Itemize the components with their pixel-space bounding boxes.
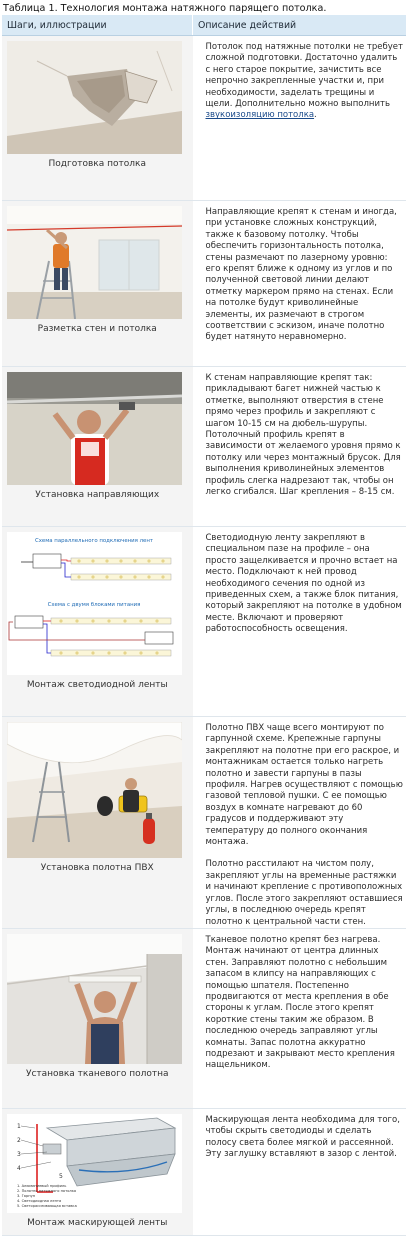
step-text-second: Полотно расстилают на чистом полу, закрепляют углы на временные растяжки и начинают крепление с противоположных углов. После этого закрепляют оставшиеся углы, в последнюю очередь крепят полотно к центральной части стен.	[205, 859, 403, 927]
callout-4: 4	[17, 1164, 21, 1172]
guides-install-image	[7, 372, 188, 485]
step-text: Тканевое полотно крепят без нагрева. Монтаж начинают от центра длинных стен. Заправляют полотно с небольшим запасом в клипсу на направляющих с помощью шпателя. Постепенно продвигаются от места крепления в обе стороны к углам. После этого крепят короткие стены таким же образом. В последнюю очередь заправляют углы комнаты. Запас полотна аккуратно подрезают и закрывают место крепления нащельником.	[205, 934, 395, 1071]
step-label: Монтаж маскирующей ленты	[27, 1217, 168, 1228]
led-wiring-diagram	[7, 532, 188, 675]
step-illustration-cell	[2, 717, 193, 929]
table-row	[2, 527, 406, 717]
masking-tape-diagram	[7, 1114, 188, 1213]
step-text: К стенам направляющие крепят так: прикладывают багет нижней частью к отметке, выполняют отверстия в стене прямо через профиль и закрепляют с шагом 10-15 см на дюбель-шурупы. Потолочный профиль крепят в зависимости от желаемого уровня прямо к потолку или через монтажный брусок. Для выполнения криволинейных элементов профиль слегка надрезают так, чтобы он легко сгибался. Шаг крепления – 8-15 см.	[205, 373, 401, 498]
diagram-title-parallel: Схема параллельного подключения лент	[34, 538, 154, 544]
step-description	[193, 1108, 407, 1235]
step-illustration-cell	[2, 1108, 193, 1235]
step-illustration-cell	[2, 201, 193, 367]
diagram-title-two-supplies: Схема с двумя блоками питания	[47, 602, 141, 608]
step-label: Установка тканевого полотна	[25, 1068, 169, 1079]
table-row	[2, 1108, 406, 1235]
table-header-row	[2, 15, 406, 36]
table-row	[2, 717, 406, 929]
step-illustration-cell	[2, 928, 193, 1108]
step-illustration-cell	[2, 36, 193, 201]
soundproofing-link[interactable]: звукоизоляцию потолка	[205, 110, 315, 121]
callout-2: 2	[17, 1136, 21, 1144]
table-row	[2, 367, 406, 527]
table-row	[2, 928, 406, 1108]
step-text: Потолок под натяжные потолки не требует сложной подготовки. Достаточно удалить с него старое покрытие, зачистить все непрочно закрепленные участки и, при необходимости, заделать трещины и щели. Дополнительно можно выполнить	[205, 42, 403, 110]
step-illustration-cell	[2, 367, 193, 527]
step-label: Монтаж светодиодной ленты	[26, 680, 168, 690]
step-description	[193, 367, 407, 527]
legend-line-4: 4. Светодиодная лента	[17, 1198, 62, 1203]
step-illustration-cell	[2, 527, 193, 717]
step-label: Разметка стен и потолка	[37, 324, 157, 334]
table-row	[2, 201, 406, 367]
legend-line-2: 2. Полотно натяжного потолка	[17, 1188, 77, 1193]
step-description	[193, 36, 407, 201]
table-row	[2, 36, 406, 201]
legend-line-3: 3. Гарпун	[17, 1193, 36, 1198]
callout-5: 5	[59, 1172, 63, 1180]
legend-line-1: 1. Алюминиевый профиль	[17, 1183, 67, 1188]
step-text: Направляющие крепят к стенам и иногда, при установке сложных конструкций, также к базовому потолку. Чтобы обеспечить горизонтальность потолка, стены размечают по лазерному уровню: его крепят ближе к одному из углов и по полученной световой линии делают отметку маркером прямо на стенах. Если на потолке будут криволинейные элементы, их размечают в строгом соответствии с эскизом, иначе полотно будет натянуто неравномерно.	[205, 207, 397, 343]
step-description	[193, 201, 407, 367]
step-label: Подготовка потолка	[48, 159, 146, 169]
step-text: Светодиодную ленту закрепляют в специальном пазе на профиле – она просто защелкивается и прочно встает на место. Подключают к ней провод необходимого сечения по одной из приведенных схем, а также блок питания, который закрепляют на потолке в удобном месте. Включают и проверяют работоспособность освещения.	[205, 533, 402, 635]
step-description	[193, 928, 407, 1108]
step-description	[193, 527, 407, 717]
step-text-end: .	[314, 110, 317, 121]
step-description	[193, 717, 407, 929]
step-text: Полотно ПВХ чаще всего монтируют по гарпунной схеме. Крепежные гарпуны закрепляют на полотне при его раскрое, и монтажникам остается только нагреть полотно и завести гарпуны в пазы профиля. Нагрев осуществляют с помощью газовой тепловой пушки. С ее помощью воздух в комнате нагревают до 60 градусов и поддерживают эту температуру до полного окончания монтажа.	[205, 723, 403, 848]
pvc-install-image	[7, 722, 188, 858]
step-label: Установка полотна ПВХ	[40, 863, 154, 873]
callout-3: 3	[17, 1150, 21, 1158]
legend-line-5: 5. Светорассеивающая вставка	[17, 1203, 77, 1208]
ceiling-preparation-image	[7, 41, 188, 154]
fabric-install-image	[7, 934, 188, 1064]
step-text: Маскирующая лента необходима для того, чтобы скрыть светодиоды и сделать полосу света более мягкой и рассеянной. Эту заглушку вставляют в зазор с лентой.	[205, 1114, 400, 1160]
installation-steps-table	[2, 15, 406, 1236]
table-caption: Таблица 1. Технология монтажа натяжного парящего потолка.	[3, 3, 327, 14]
header-steps: Шаги, иллюстрации	[2, 15, 193, 36]
callout-1: 1	[17, 1122, 21, 1130]
step-label: Установка направляющих	[35, 490, 160, 500]
header-description: Описание действий	[193, 15, 407, 36]
wall-marking-image	[7, 206, 188, 319]
